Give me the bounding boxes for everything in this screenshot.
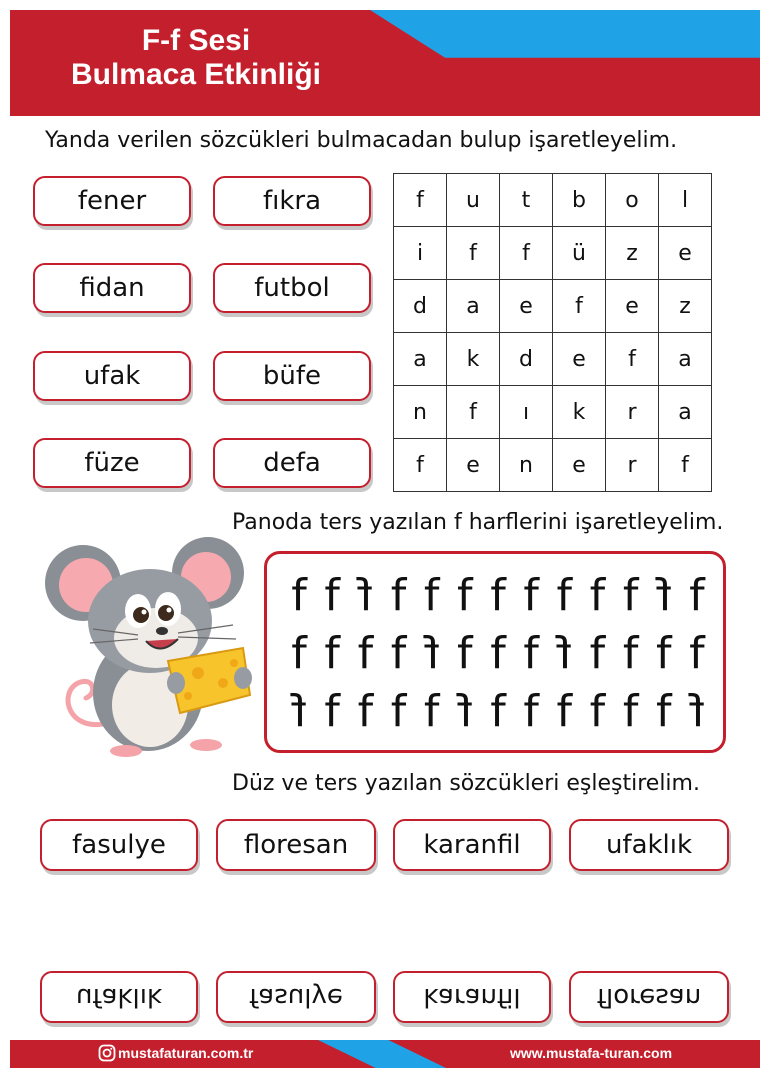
letter[interactable]: f bbox=[523, 570, 539, 621]
letter[interactable]: f bbox=[357, 686, 374, 737]
grid-cell[interactable]: f bbox=[447, 386, 500, 439]
reversed-word-text: floresan bbox=[596, 982, 702, 1012]
letter[interactable]: f bbox=[324, 628, 340, 679]
grid-cell[interactable]: e bbox=[553, 439, 606, 492]
grid-cell[interactable]: f bbox=[553, 280, 606, 333]
reversed-word-card[interactable] bbox=[393, 971, 551, 1023]
letter[interactable]: f bbox=[490, 686, 506, 737]
grid-cell[interactable]: f bbox=[447, 227, 500, 280]
grid-cell[interactable]: f bbox=[659, 439, 712, 492]
letter[interactable]: f bbox=[556, 686, 572, 737]
mouse-illustration bbox=[38, 533, 253, 765]
letter[interactable]: f bbox=[324, 686, 340, 737]
letter[interactable]: f bbox=[689, 628, 705, 679]
letter[interactable]: f bbox=[556, 570, 572, 621]
word-card[interactable]: fidan bbox=[33, 263, 191, 313]
instruction-1: Yanda verilen sözcükleri bulmacadan bulup işaretleyelim. bbox=[45, 128, 678, 153]
word-card[interactable]: büfe bbox=[213, 351, 371, 401]
instruction-2: Panoda ters yazılan f harflerini işaretleyelim. bbox=[232, 510, 724, 535]
letter[interactable]: f bbox=[357, 628, 374, 679]
board-row bbox=[285, 630, 711, 678]
grid-cell[interactable]: a bbox=[394, 333, 447, 386]
word-card[interactable]: füze bbox=[33, 438, 191, 488]
grid-cell[interactable]: l bbox=[659, 174, 712, 227]
letter-board bbox=[264, 551, 726, 753]
word-card[interactable]: fasulye bbox=[40, 819, 198, 871]
grid-cell[interactable]: ı bbox=[500, 386, 553, 439]
grid-cell[interactable]: e bbox=[659, 227, 712, 280]
letter[interactable]: f bbox=[523, 628, 539, 679]
letter[interactable]: f bbox=[390, 628, 407, 679]
letter[interactable]: f bbox=[655, 628, 672, 679]
grid-row bbox=[394, 333, 712, 386]
reversed-word-card[interactable] bbox=[569, 971, 729, 1023]
grid-cell[interactable]: a bbox=[447, 280, 500, 333]
reversed-letter[interactable]: f bbox=[291, 686, 307, 737]
grid-cell[interactable]: o bbox=[606, 174, 659, 227]
letter[interactable]: f bbox=[523, 686, 539, 737]
grid-cell[interactable]: f bbox=[606, 333, 659, 386]
word-card[interactable]: fıkra bbox=[213, 176, 371, 226]
letter[interactable]: f bbox=[622, 686, 639, 737]
letter[interactable]: f bbox=[291, 628, 307, 679]
reversed-letter[interactable]: f bbox=[457, 686, 473, 737]
grid-cell[interactable]: f bbox=[500, 227, 553, 280]
word-card[interactable]: ufaklık bbox=[569, 819, 729, 871]
grid-row bbox=[394, 280, 712, 333]
grid-cell[interactable]: d bbox=[394, 280, 447, 333]
letter[interactable]: f bbox=[622, 628, 639, 679]
letter[interactable]: f bbox=[622, 570, 639, 621]
reversed-word-card[interactable] bbox=[216, 971, 376, 1023]
letter[interactable]: f bbox=[390, 570, 407, 621]
grid-cell[interactable]: r bbox=[606, 439, 659, 492]
letter[interactable]: f bbox=[423, 570, 440, 621]
letter[interactable]: f bbox=[655, 686, 672, 737]
reversed-word-card[interactable] bbox=[40, 971, 198, 1023]
footer-right-link[interactable]: www.mustafa-turan.com bbox=[510, 1045, 673, 1061]
grid-cell[interactable]: f bbox=[394, 439, 447, 492]
grid-cell[interactable]: b bbox=[553, 174, 606, 227]
word-card[interactable]: floresan bbox=[216, 819, 376, 871]
letter[interactable]: f bbox=[689, 570, 705, 621]
grid-row bbox=[394, 386, 712, 439]
letter[interactable]: f bbox=[457, 628, 473, 679]
letter[interactable]: f bbox=[291, 570, 307, 621]
grid-cell[interactable]: n bbox=[394, 386, 447, 439]
title-line-1: F-f Sesi bbox=[141, 24, 251, 57]
footer-left-link[interactable]: mustafaturan.com.tr bbox=[118, 1045, 254, 1061]
grid-cell[interactable]: k bbox=[447, 333, 500, 386]
letter[interactable]: f bbox=[589, 686, 606, 737]
word-card[interactable]: karanfil bbox=[393, 819, 551, 871]
reversed-word-text: karanfil bbox=[423, 982, 521, 1012]
grid-cell[interactable]: z bbox=[659, 280, 712, 333]
board-row bbox=[285, 572, 711, 620]
word-card[interactable]: fener bbox=[33, 176, 191, 226]
letter[interactable]: f bbox=[390, 686, 407, 737]
grid-cell[interactable]: z bbox=[606, 227, 659, 280]
word-card[interactable]: defa bbox=[213, 438, 371, 488]
grid-row bbox=[394, 439, 712, 492]
reversed-letter[interactable]: f bbox=[357, 570, 374, 621]
grid-row bbox=[394, 227, 712, 280]
letter[interactable]: f bbox=[589, 570, 606, 621]
reversed-letter[interactable]: f bbox=[655, 570, 672, 621]
grid-cell[interactable]: e bbox=[500, 280, 553, 333]
grid-cell[interactable]: a bbox=[659, 386, 712, 439]
board-row bbox=[285, 688, 711, 736]
title-line-2: Bulmaca Etkinliği bbox=[70, 58, 322, 91]
grid-cell[interactable]: e bbox=[447, 439, 500, 492]
word-card[interactable]: ufak bbox=[33, 351, 191, 401]
grid-cell[interactable]: n bbox=[500, 439, 553, 492]
instagram-icon bbox=[98, 1044, 116, 1062]
reversed-letter[interactable]: f bbox=[556, 628, 572, 679]
grid-cell[interactable]: u bbox=[447, 174, 500, 227]
letter[interactable]: f bbox=[490, 628, 506, 679]
letter[interactable]: f bbox=[490, 570, 506, 621]
letter[interactable]: f bbox=[457, 570, 473, 621]
grid-cell[interactable]: i bbox=[394, 227, 447, 280]
grid-cell[interactable]: e bbox=[606, 280, 659, 333]
reversed-letter[interactable]: f bbox=[689, 686, 705, 737]
letter[interactable]: f bbox=[324, 570, 340, 621]
instruction-3: Düz ve ters yazılan sözcükleri eşleştirelim. bbox=[232, 771, 700, 796]
grid-cell[interactable]: d bbox=[500, 333, 553, 386]
reversed-letter[interactable]: f bbox=[423, 628, 440, 679]
grid-cell[interactable]: ü bbox=[553, 227, 606, 280]
reversed-word-text: fasulye bbox=[249, 982, 343, 1012]
grid-cell[interactable]: a bbox=[659, 333, 712, 386]
word-card[interactable]: futbol bbox=[213, 263, 371, 313]
reversed-word-text: ufaklık bbox=[75, 982, 163, 1012]
letter[interactable]: f bbox=[589, 628, 606, 679]
grid-cell[interactable]: t bbox=[500, 174, 553, 227]
word-search-grid bbox=[393, 173, 712, 492]
grid-cell[interactable]: e bbox=[553, 333, 606, 386]
grid-cell[interactable]: k bbox=[553, 386, 606, 439]
grid-cell[interactable]: r bbox=[606, 386, 659, 439]
letter[interactable]: f bbox=[423, 686, 440, 737]
grid-row bbox=[394, 174, 712, 227]
grid-cell[interactable]: f bbox=[394, 174, 447, 227]
page-title bbox=[10, 24, 382, 92]
